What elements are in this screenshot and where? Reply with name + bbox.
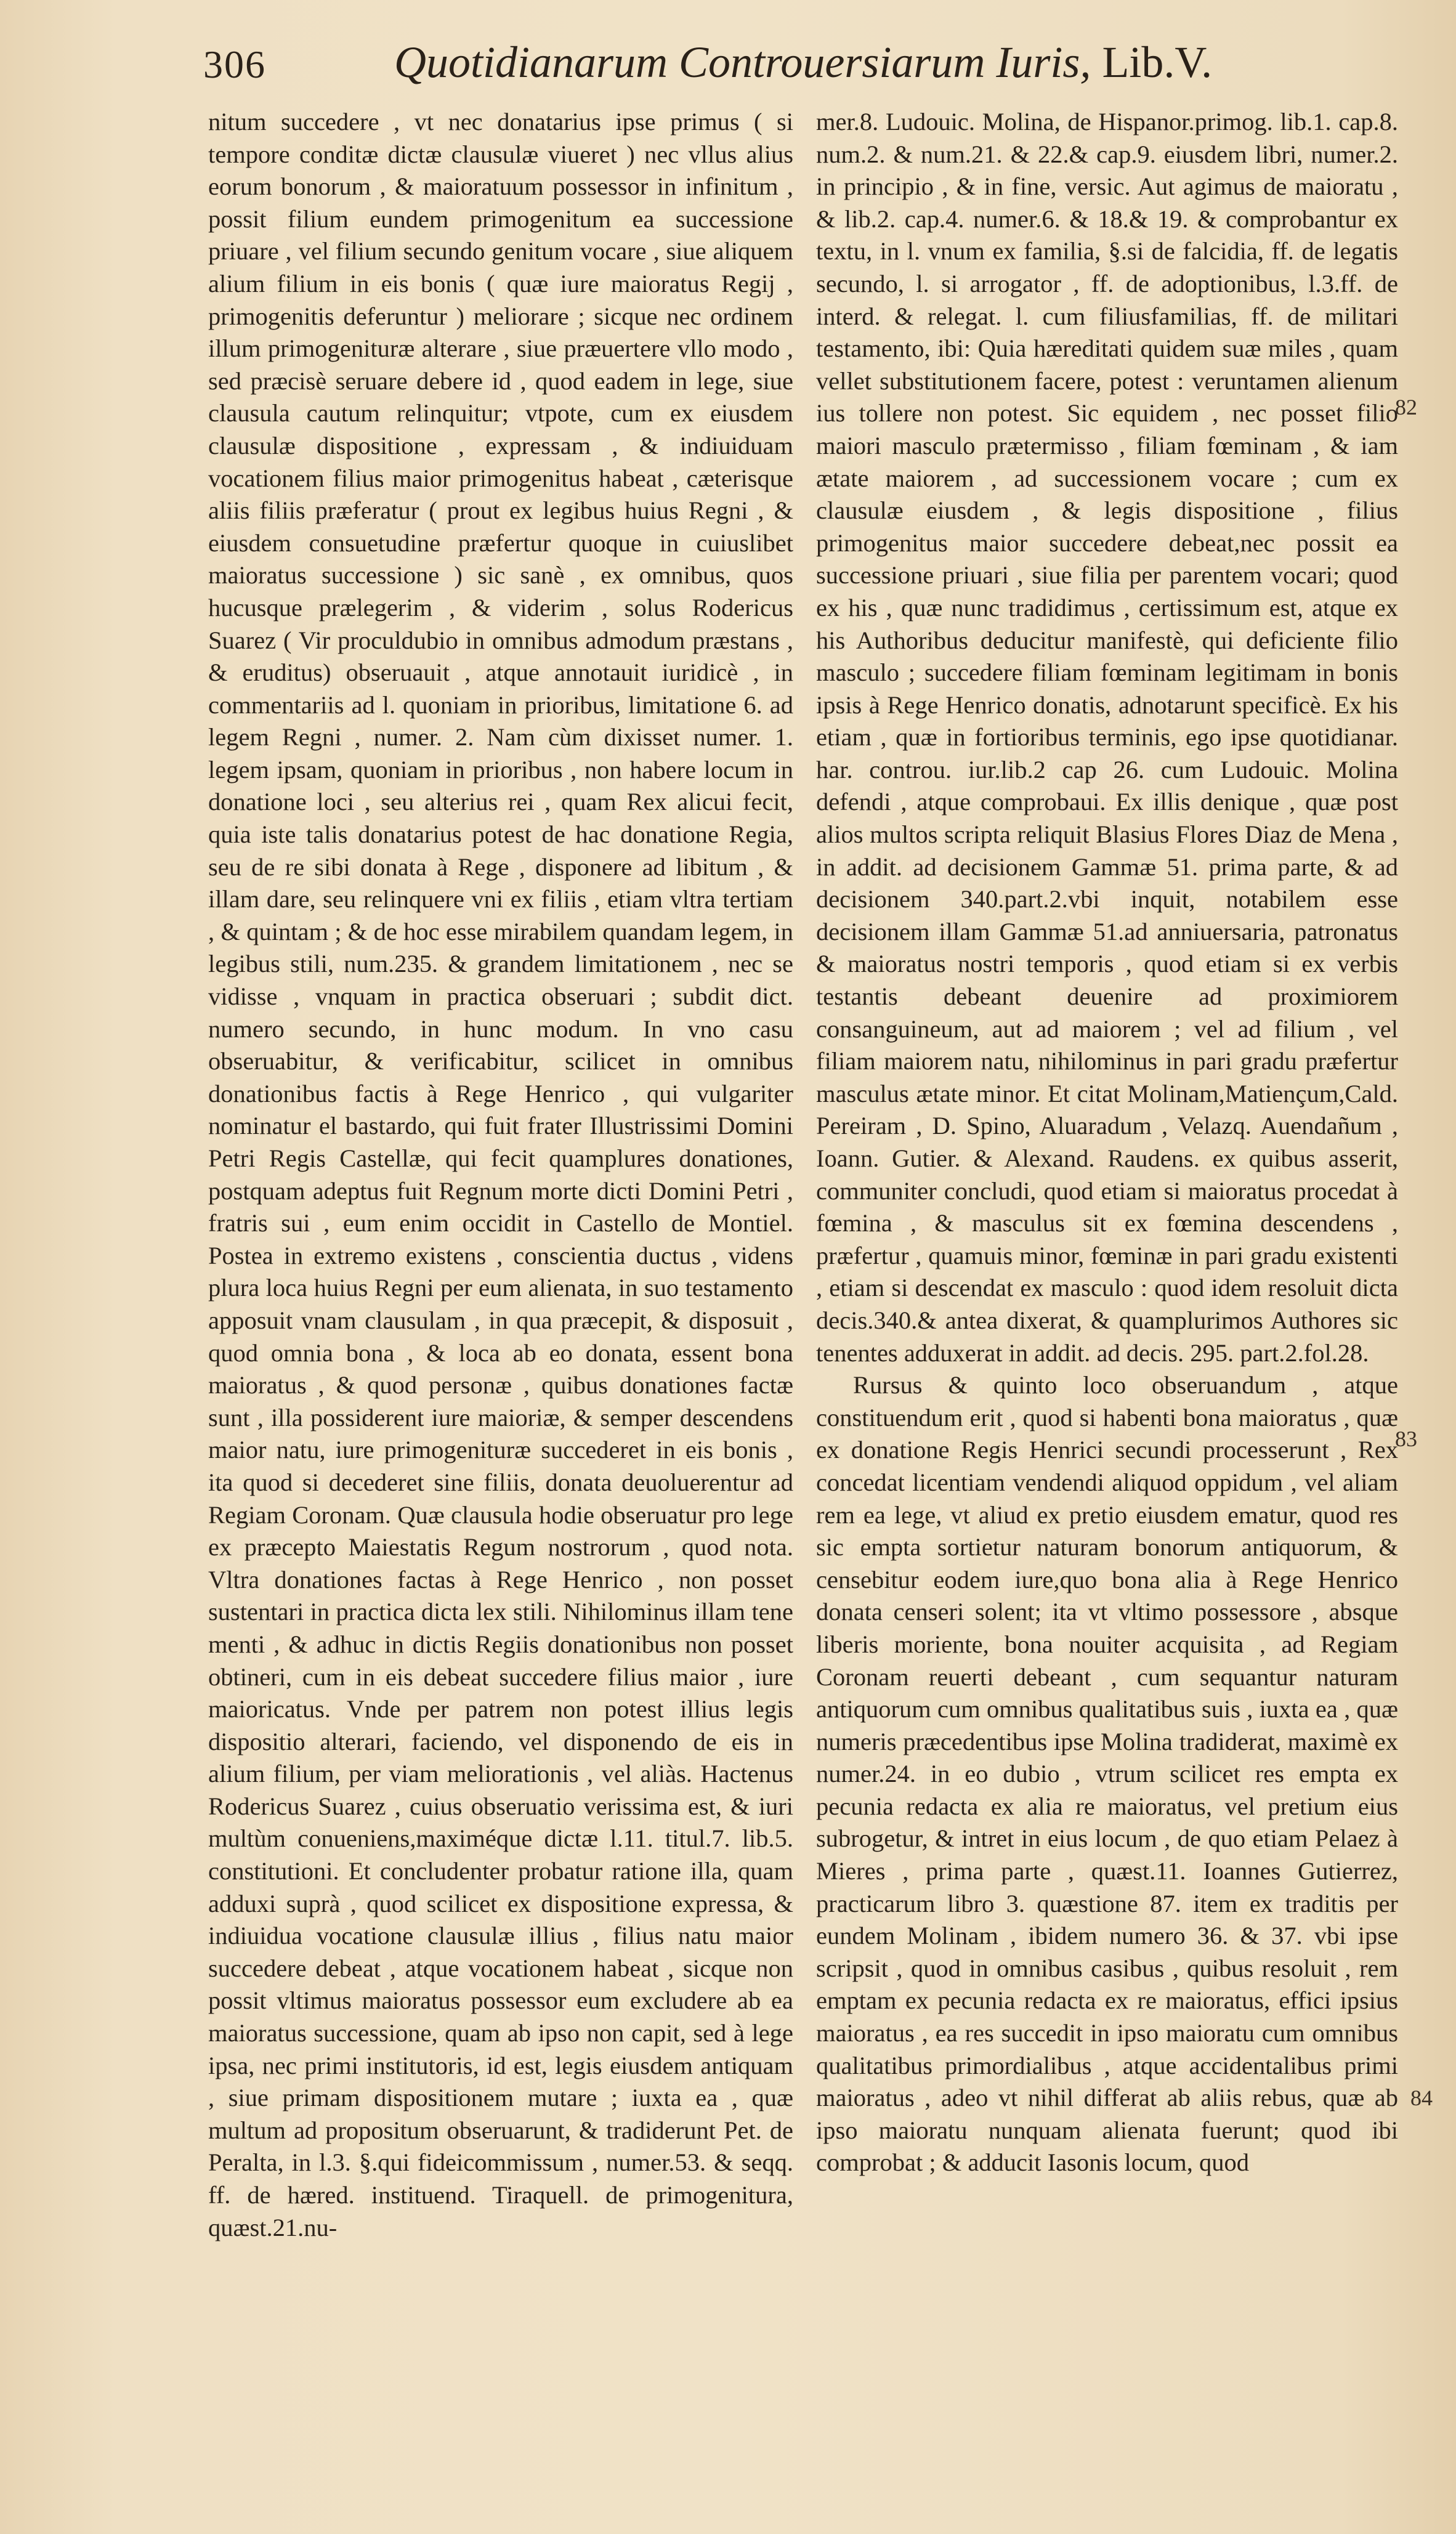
right-column (816, 106, 1398, 2483)
margin-note-82: 82 (1395, 395, 1417, 419)
page-number: 306 (203, 43, 266, 86)
margin-note-83: 83 (1395, 1427, 1417, 1451)
running-title (394, 37, 1212, 88)
paragraph: Rursus & quinto loco obseruandum , atque constituendum erit , quod si habenti bona maioratus , quæ ex donatione Regis Henrici secundi processerunt , Rex concedat licentiam vendendi aliquod oppidum , vel aliam rem ea lege, vt aliud ex pretio eiusdem ematur, quod res sic empta sortietur naturam bonorum antiquorum, & censebitur eodem iure,quo bona alia à Rege Henrico donata censeri solent; ita vt vltimo possessore , absque liberis moriente, bona nouiter acquisita , ad Regiam Coronam reuerti debeant , cum sequantur naturam antiquorum cum omnibus qualitatibus suis , iuxta ea , quæ numeris præcedentibus ipse Molina tradiderat, maximè ex numer.24. in eo dubio , vtrum scilicet res empta ex pecunia redacta ex alia re maioratus, vel pretium eius subrogetur, & intret in eius locum , de quo etiam Pelaez à Mieres , prima parte , quæst.11. Ioannes Gutierrez, practicarum libro 3. quæstione 87. item ex traditis per eundem Molinam , ibidem numero 36. & 37. vbi ipse scripsit , quod in omnibus casibus , quibus resoluit , rem emptam ex pecunia redacta ex re maioratus, effici ipsius maioratus , ea res succedit in ipso maioratu cum omnibus qualitatibus primordialibus , atque accidentalibus primi maioratus , adeo vt nihil differat ab aliis rebus, quæ ab ipso maioratu nunquam alienata fuerunt; quod ibi comprobat ; & adducit Iasonis locum, quod (816, 1371, 1398, 2177)
left-column (208, 106, 793, 2483)
paragraph: mer.8. Ludouic. Molina, de Hispanor.primog. lib.1. cap.8. num.2. & num.21. & 22.& cap.9. eiusdem libri, numer.2. in principio , & in fine, versic. Aut agimus de maioratu , & lib.2. cap.4. numer.6. & 18.& 19. & comprobantur ex textu, in l. vnum ex familia, §.si de falcidia, ff. de legatis secundo, l. si arrogator , ff. de adoptionibus, l.3.ff. de interd. & relegat. l. cum filiusfamilias, ff. de militari testamento, ibi: Quia hæreditati quidem suæ miles , quam vellet substitutionem facere, potest : veruntamen alienum ius tollere non potest. Sic equidem , nec posset filio maiori masculo prætermisso , filiam fœminam , & iam ætate maiorem , ad successionem vocare ; cum ex clausulæ eiusdem , & legis dispositione , filius primogenitus maior succedere debeat,nec possit ea successione priuari , siue filia per parentem vocari; quod ex his , quæ nunc tradidimus , certissimum est, atque ex his Authoribus deducitur manifestè, qui deficiente filio masculo ; succedere filiam fœminam legitimam in bonis ipsis à Rege Henrico donatis, adnotarunt specificè. Ex his etiam , quæ in fortioribus terminis, ego ipse quotidianar. har. controu. iur.lib.2 cap 26. cum Ludouic. Molina defendi , atque comprobaui. Ex illis denique , quæ post alios multos scripta reliquit Blasius Flores Diaz de Mena , in addit. ad decisionem Gammæ 51. prima parte, & ad decisionem 340.part.2.vbi inquit, notabilem esse decisionem illam Gammæ 51.ad anniuersaria, patronatus & maioratus nostri temporis , quod etiam si ex verbis testantis debeant deuenire ad proximiorem consanguineum, aut ad maiorem ; vel ad filium , vel filiam maiorem natu, nihilominus in pari gradu præfertur masculus ætate minor. Et citat Molinam,Matiençum,Cald. Pereiram , D. Spino, Aluaradum , Velazq. Auendañum , Ioann. Gutier. & Alexand. Raudens. ex quibus asserit, communiter concludi, quod etiam si maioratus procedat à fœmina , & masculus sit ex fœmina descendens , præfertur , quamuis minor, fœminæ in pari gradu existenti , etiam si descendat ex masculo : quod idem resoluit dicta decis.340.& antea dixerat, & quamplurimos Authores sic tenentes adduxerat in addit. ad decis. 295. part.2.fol.28. (816, 108, 1398, 1367)
margin-note-84: 84 (1410, 2086, 1433, 2110)
paragraph: nitum succedere , vt nec donatarius ipse primus ( si tempore conditæ dictæ clausulæ viueret ) nec vllus alius eorum bonorum , & maioratuum possessor in infinitum , possit filium eundem primogenitum ea successione priuare , vel filium secundo genitum vocare , siue aliquem alium filium in eis bonis ( quæ iure maioratus Regij , primogenitis deferuntur ) meliorare ; sicque nec ordinem illum primogenituræ alterare , siue præuertere vllo modo , sed præcisè seruare debere id , quod eadem in lege, siue clausula cautum relinquitur; vtpote, cum ex eiusdem clausulæ dispositione , expressam , & indiuiduam vocationem filius maior primogenitus habeat , cæterisque aliis filiis præferatur ( prout ex legibus huius Regni , & eiusdem consuetudine præfertur quoque in cuiuslibet maioratus successione ) sic sanè , ex omnibus, quos hucusque prælegerim , & viderim , solus Rodericus Suarez ( Vir proculdubio in omnibus admodum præstans , & eruditus) obseruauit , atque annotauit iuridicè , in commentariis ad l. quoniam in prioribus, limitatione 6. ad legem Regni , numer. 2. Nam cùm dixisset numer. 1. legem ipsam, quoniam in prioribus , non habere locum in donatione loci , seu alterius rei , quam Rex alicui fecit, quia iste talis donatarius potest de hac donatione Regia, seu de re sibi donata à Rege , disponere ad libitum , & illam dare, seu relinquere vni ex filiis , etiam vltra tertiam , & quintam ; & de hoc esse mirabilem quandam legem, in legibus stili, num.235. & grandem limitationem , nec se vidisse , vnquam in practica obseruari ; subdit dict. numero secundo, in hunc modum. In vno casu obseruabitur, & verificabitur, scilicet in omnibus donationibus factis à Rege Henrico , qui vulgariter nominatur el bastardo, qui fuit frater Illustrissimi Domini Petri Regis Castellæ, qui fecit quamplures donationes, postquam adeptus fuit Regnum morte dicti Domini Petri , fratris sui , eum enim occidit in Castello de Montiel. Postea in extremo existens , conscientia ductus , videns plura loca huius Regni per eum alienata, in suo testamento apposuit vnam clausulam , in qua præcepit, & disposuit , quod omnia bona , & loca ab eo donata, essent bona maioratus , & quod personæ , quibus donationes factæ sunt , illa possiderent iure maioriæ, & semper descendens maior natu, iure primogenituræ succederet in eis bonis , ita quod si decederet sine filiis, donata deuoluerentur ad Regiam Coronam. Quæ clausula hodie obseruatur pro lege ex præcepto Maiestatis Regum nostrorum , quod nota. Vltra donationes factas à Rege Henrico , non posset sustentari in practica dicta lex stili. Nihilominus illam tene menti , & adhuc in dictis Regiis donationibus non posset obtineri, cum in eis debeat succedere filius maior , iure maioricatus. Vnde per patrem non potest illius legis dispositio alterari, faciendo, vel disponendo de eis in alium filium, per viam meliorationis , vel aliàs. Hactenus Rodericus Suarez , cuius obseruatio verissima est, & iuri multùm conueniens,maximéque dictæ l.11. titul.7. lib.5. constitutioni. Et concludenter probatur ratione illa, quam adduxi suprà , quod scilicet ex dispositione expressa, & indiuidua vocatione clausulæ illius , filius natu maior succedere debeat , atque vocationem habeat , sicque non possit vltimus maioratus possessor eum excludere ab ea maioratus successione, quam ab ipso non capit, sed à lege ipsa, nec primi institutoris, id est, legis eiusdem antiquam , siue primam dispositionem mutare ; iuxta ea , quæ multum ad propositum obseruarunt, & tradiderunt Pet. de Peralta, in l.3. §.qui fideicommissum , numer.53. & seqq. ff. de hæred. instituend. Tiraquell. de primogenitura, quæst.21.nu- (208, 108, 793, 2241)
running-title-text: Quotidianarum Controuersiarum Iuris, (394, 38, 1091, 87)
page-header (203, 37, 1373, 105)
running-title-book: Lib.V. (1102, 38, 1213, 87)
